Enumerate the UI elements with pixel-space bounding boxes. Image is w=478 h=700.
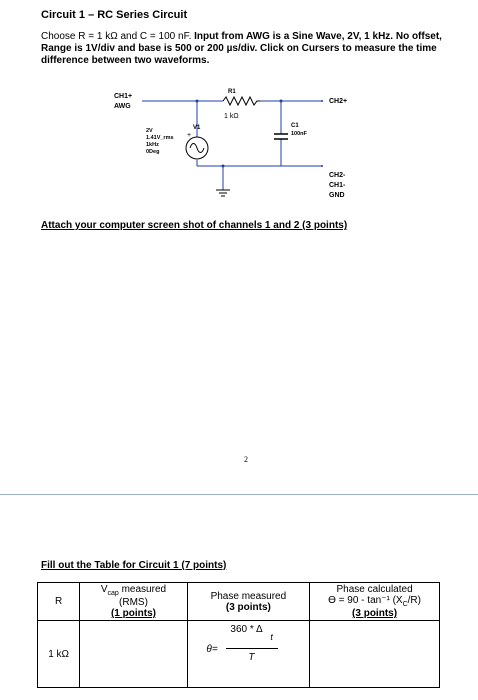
attach-screenshot-instruction: Attach your computer screen shot of channels 1 and 2 (3 points) xyxy=(41,220,348,231)
page-title: Circuit 1 – RC Series Circuit xyxy=(41,9,188,21)
v1-amplitude-label: 2V xyxy=(146,128,153,134)
instructions-bold: Input from AWG is a Sine Wave, 2V, 1 kHz. No offset, Range is 1V/div and base is 500 or 200 µs/div. Click on Cursers to measure the time difference between two waveforms. xyxy=(41,31,442,66)
ch2-minus-label: CH2- xyxy=(329,172,346,179)
v1-rms-label: 1.41V_rms xyxy=(146,135,174,141)
header-phase-measured-points: (3 points) xyxy=(225,601,271,613)
ch1-plus-label: CH1+ xyxy=(114,93,133,100)
header-phase-measured xyxy=(187,583,309,621)
header-phase-calculated-points: (3 points) xyxy=(352,608,398,619)
formula-theta: θ= xyxy=(206,644,218,655)
header-vcap-rms: (RMS) xyxy=(119,597,148,608)
formula-t-subscript: t xyxy=(270,632,273,642)
formula-denominator: T xyxy=(248,652,255,663)
cell-phase-calculated[interactable] xyxy=(310,621,440,688)
rc-circuit-diagram xyxy=(0,0,478,215)
cell-vcap-input[interactable] xyxy=(80,621,187,688)
resistor-symbol xyxy=(223,97,260,105)
header-vcap-points: (1 points) xyxy=(110,608,156,619)
header-vcap-title: $V_{cap}$ measured xyxy=(100,584,167,597)
formula-fraction-bar xyxy=(226,648,278,649)
vcap-subscript: cap xyxy=(107,590,119,597)
table-header-row xyxy=(38,583,440,621)
table-row xyxy=(38,621,440,688)
results-table xyxy=(37,582,440,688)
gnd-label: GND xyxy=(329,192,345,199)
ch2-minus-terminal xyxy=(321,165,323,167)
header-phase-calculated-title: Phase calculated xyxy=(336,584,413,595)
node-dot-right xyxy=(280,100,283,103)
r1-name-label: R1 xyxy=(228,89,236,95)
header-phase-formula xyxy=(310,595,439,608)
header-r xyxy=(38,583,80,621)
ch1-minus-label: CH1- xyxy=(329,182,346,189)
formula-c-subscript: C xyxy=(402,601,408,608)
c1-value-label: 100nF xyxy=(291,131,307,137)
r1-value-label: 1 kΩ xyxy=(224,113,239,120)
header-vcap xyxy=(80,583,187,621)
header-r-label: R xyxy=(55,596,63,607)
phase-formula-tail: /R) xyxy=(407,595,421,606)
awg-label: AWG xyxy=(114,103,131,110)
cell-r-value xyxy=(38,621,80,688)
r-value: 1 kΩ xyxy=(48,648,70,660)
ch2-plus-label: CH2+ xyxy=(329,98,348,105)
phase-formula xyxy=(198,621,298,669)
v1-name-label: V1 xyxy=(193,125,201,131)
node-dot-left xyxy=(196,100,199,103)
ch2-plus-terminal xyxy=(321,100,323,102)
instructions-plain: Choose R = 1 kΩ and C = 100 nF. xyxy=(41,31,195,42)
v1-phase-label: 0Deg xyxy=(146,149,160,155)
vcap-measured-label: measured xyxy=(118,584,167,595)
node-dot-ground xyxy=(222,165,225,168)
page-divider xyxy=(0,494,478,495)
header-phase-measured-title: Phase measured xyxy=(210,590,287,602)
formula-numerator: 360 * Δ xyxy=(230,624,263,635)
table-section-title: Fill out the Table for Circuit 1 (7 points) xyxy=(41,560,227,571)
page-number: 2 xyxy=(244,455,248,464)
phase-formula-main: ϴ = 90 - tan⁻¹ (X xyxy=(328,595,403,606)
header-phase-calculated xyxy=(310,583,440,621)
cell-phase-measured[interactable] xyxy=(187,621,309,688)
c1-name-label: C1 xyxy=(291,123,299,129)
source-plus-sign: + xyxy=(187,132,192,139)
v1-frequency-label: 1kHz xyxy=(146,142,159,148)
